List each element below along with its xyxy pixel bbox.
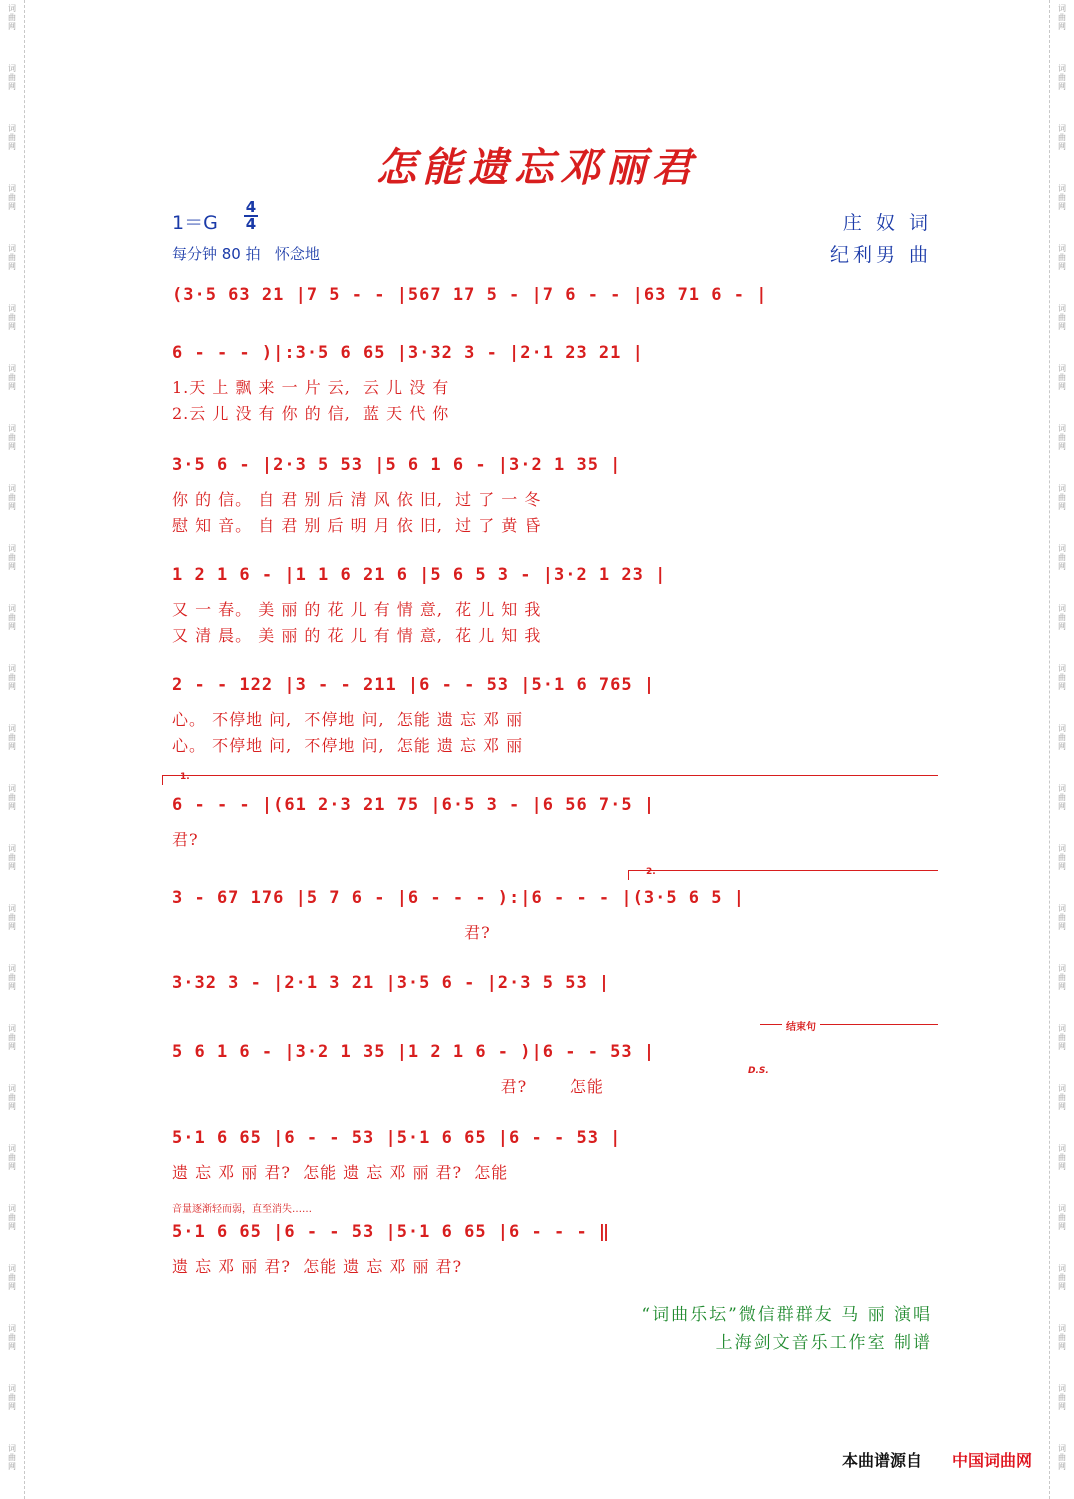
- lyric-line: 2.云 儿 没 有 你 的 信, 蓝 天 代 你: [172, 404, 450, 423]
- source-label: 本曲谱源自: [842, 1451, 923, 1470]
- watermark-text: 词 曲 网: [1058, 544, 1066, 571]
- watermark-text: 词 曲 网: [1058, 604, 1066, 631]
- lyric-line: 你 的 信。 自 君 别 后 清 风 依 旧, 过 了 一 冬: [172, 490, 542, 509]
- watermark-text: 词 曲 网: [8, 364, 16, 391]
- lyric-line: 君? 怎能: [172, 1077, 604, 1096]
- watermark-text: 词 曲 网: [8, 904, 16, 931]
- score-notes-line: 2 - - 122 |3 - - 211 |6 - - 53 |5·1 6 765 |: [172, 675, 656, 695]
- watermark-text: 词 曲 网: [8, 964, 16, 991]
- volta-2-label: 2.: [646, 867, 656, 877]
- ds-marking: D.S.: [748, 1066, 769, 1076]
- score-notes-line: 5·1 6 65 |6 - - 53 |5·1 6 65 |6 - - 53 |: [172, 1128, 622, 1148]
- volta-1-label: 1.: [180, 772, 190, 782]
- left-watermark-strip: [0, 0, 25, 1499]
- watermark-text: 词 曲 网: [1058, 244, 1066, 271]
- score-notes-line: 3 - 67 176 |5 7 6 - |6 - - - ):|6 - - - |(3·5 6 5 |: [172, 888, 745, 908]
- watermark-text: 词 曲 网: [8, 304, 16, 331]
- composer-credit: 纪利男 曲: [829, 244, 932, 266]
- lyric-line: 又 清 晨。 美 丽 的 花 儿 有 情 意, 花 儿 知 我: [172, 626, 542, 645]
- watermark-text: 词 曲 网: [1058, 484, 1066, 511]
- lyric-line: 遗 忘 邓 丽 君? 怎能 遗 忘 邓 丽 君?: [172, 1257, 463, 1276]
- score-notes-line: 3·5 6 - |2·3 5 53 |5 6 1 6 - |3·2 1 35 |: [172, 455, 622, 475]
- watermark-text: 词 曲 网: [1058, 364, 1066, 391]
- watermark-text: 词 曲 网: [8, 1084, 16, 1111]
- watermark-text: 词 曲 网: [1058, 1264, 1066, 1291]
- watermark-text: 词 曲 网: [8, 124, 16, 151]
- volta-1-tick: [162, 775, 163, 785]
- score-notes-line: (3·5 63 21 |7 5 - - |567 17 5 - |7 6 - - |63 71 6 - |: [172, 285, 768, 305]
- lyric-line: 君?: [172, 923, 491, 942]
- watermark-text: 词 曲 网: [8, 1204, 16, 1231]
- watermark-text: 词 曲 网: [1058, 1384, 1066, 1411]
- watermark-text: 词 曲 网: [1058, 724, 1066, 751]
- score-notes-line: 6 - - - )|:3·5 6 65 |3·32 3 - |2·1 23 21 |: [172, 343, 644, 363]
- watermark-text: 词 曲 网: [8, 1144, 16, 1171]
- score-notes-line: 1 2 1 6 - |1 1 6 21 6 |5 6 5 3 - |3·2 1 23 |: [172, 565, 667, 585]
- watermark-text: 词 曲 网: [8, 1324, 16, 1351]
- lyric-line: 心。 不停地 问, 不停地 问, 怎能 遗 忘 邓 丽: [172, 710, 524, 729]
- tempo-marking: 每分钟 80 拍 怀念地: [172, 245, 320, 263]
- watermark-text: 词 曲 网: [1058, 124, 1066, 151]
- watermark-text: 词 曲 网: [8, 664, 16, 691]
- lyric-line: 心。 不停地 问, 不停地 问, 怎能 遗 忘 邓 丽: [172, 736, 524, 755]
- watermark-text: 词 曲 网: [1058, 1204, 1066, 1231]
- performer-credit: “词曲乐坛”微信群群友 马 丽 演唱: [641, 1305, 932, 1325]
- lyric-line: 又 一 春。 美 丽 的 花 儿 有 情 意, 花 儿 知 我: [172, 600, 542, 619]
- lyric-line: 君?: [172, 830, 199, 849]
- watermark-text: 词 曲 网: [8, 184, 16, 211]
- score-notes-line: 3·32 3 - |2·1 3 21 |3·5 6 - |2·3 5 53 |: [172, 973, 611, 993]
- watermark-text: 词 曲 网: [8, 784, 16, 811]
- watermark-text: 词 曲 网: [1058, 64, 1066, 91]
- score-notes-line: 5·1 6 65 |6 - - 53 |5·1 6 65 |6 - - - ‖: [172, 1222, 611, 1242]
- watermark-text: 词 曲 网: [8, 1444, 16, 1471]
- watermark-text: 词 曲 网: [8, 724, 16, 751]
- lyric-line: 1.天 上 飘 来 一 片 云, 云 儿 没 有: [172, 378, 450, 397]
- time-signature-bottom: 4: [245, 215, 257, 233]
- watermark-text: 词 曲 网: [8, 244, 16, 271]
- lyricist-credit: 庄 奴 词: [842, 212, 932, 234]
- watermark-text: 词 曲 网: [1058, 664, 1066, 691]
- coda-label: 结束句: [782, 1018, 820, 1033]
- score-notes-line: 6 - - - |(61 2·3 21 75 |6·5 3 - |6 56 7·5 |: [172, 795, 656, 815]
- watermark-text: 词 曲 网: [8, 424, 16, 451]
- volta-2-line: [628, 870, 938, 871]
- lyric-line: 遗 忘 邓 丽 君? 怎能 遗 忘 邓 丽 君? 怎能: [172, 1163, 509, 1182]
- watermark-text: 词 曲 网: [1058, 4, 1066, 31]
- watermark-text: 词 曲 网: [1058, 1324, 1066, 1351]
- volta-2-tick: [628, 870, 629, 880]
- song-title: 怎能遗忘邓丽君: [376, 144, 698, 191]
- watermark-text: 词 曲 网: [8, 1024, 16, 1051]
- right-watermark-strip: [1049, 0, 1074, 1499]
- watermark-text: 词 曲 网: [8, 64, 16, 91]
- watermark-text: 词 曲 网: [8, 604, 16, 631]
- watermark-text: 词 曲 网: [8, 1384, 16, 1411]
- watermark-text: 词 曲 网: [1058, 784, 1066, 811]
- watermark-text: 词 曲 网: [1058, 1024, 1066, 1051]
- watermark-text: 词 曲 网: [1058, 1444, 1066, 1471]
- watermark-text: 词 曲 网: [1058, 904, 1066, 931]
- watermark-text: 词 曲 网: [1058, 964, 1066, 991]
- volta-1-line: [162, 775, 938, 776]
- watermark-text: 词 曲 网: [1058, 1144, 1066, 1171]
- watermark-text: 词 曲 网: [1058, 844, 1066, 871]
- key-signature: 1＝G: [172, 212, 218, 234]
- watermark-text: 词 曲 网: [1058, 184, 1066, 211]
- watermark-text: 词 曲 网: [1058, 1084, 1066, 1111]
- watermark-text: 词 曲 网: [1058, 304, 1066, 331]
- time-signature: [244, 200, 258, 232]
- arranger-credit: 上海剑文音乐工作室 制谱: [715, 1333, 932, 1353]
- watermark-text: 词 曲 网: [8, 544, 16, 571]
- watermark-text: 词 曲 网: [8, 4, 16, 31]
- lyric-line: 慰 知 音。 自 君 别 后 明 月 依 旧, 过 了 黄 昏: [172, 516, 542, 535]
- time-signature-top: 4: [245, 198, 257, 216]
- watermark-text: 词 曲 网: [8, 1264, 16, 1291]
- source-site-link[interactable]: 中国词曲网: [952, 1451, 1033, 1470]
- watermark-text: 词 曲 网: [8, 484, 16, 511]
- watermark-text: 词 曲 网: [1058, 424, 1066, 451]
- watermark-text: 词 曲 网: [8, 844, 16, 871]
- score-notes-line: 5 6 1 6 - |3·2 1 35 |1 2 1 6 - )|6 - - 53 |: [172, 1042, 656, 1062]
- fade-instruction: 音量逐渐轻而弱，直至消失……: [172, 1204, 312, 1215]
